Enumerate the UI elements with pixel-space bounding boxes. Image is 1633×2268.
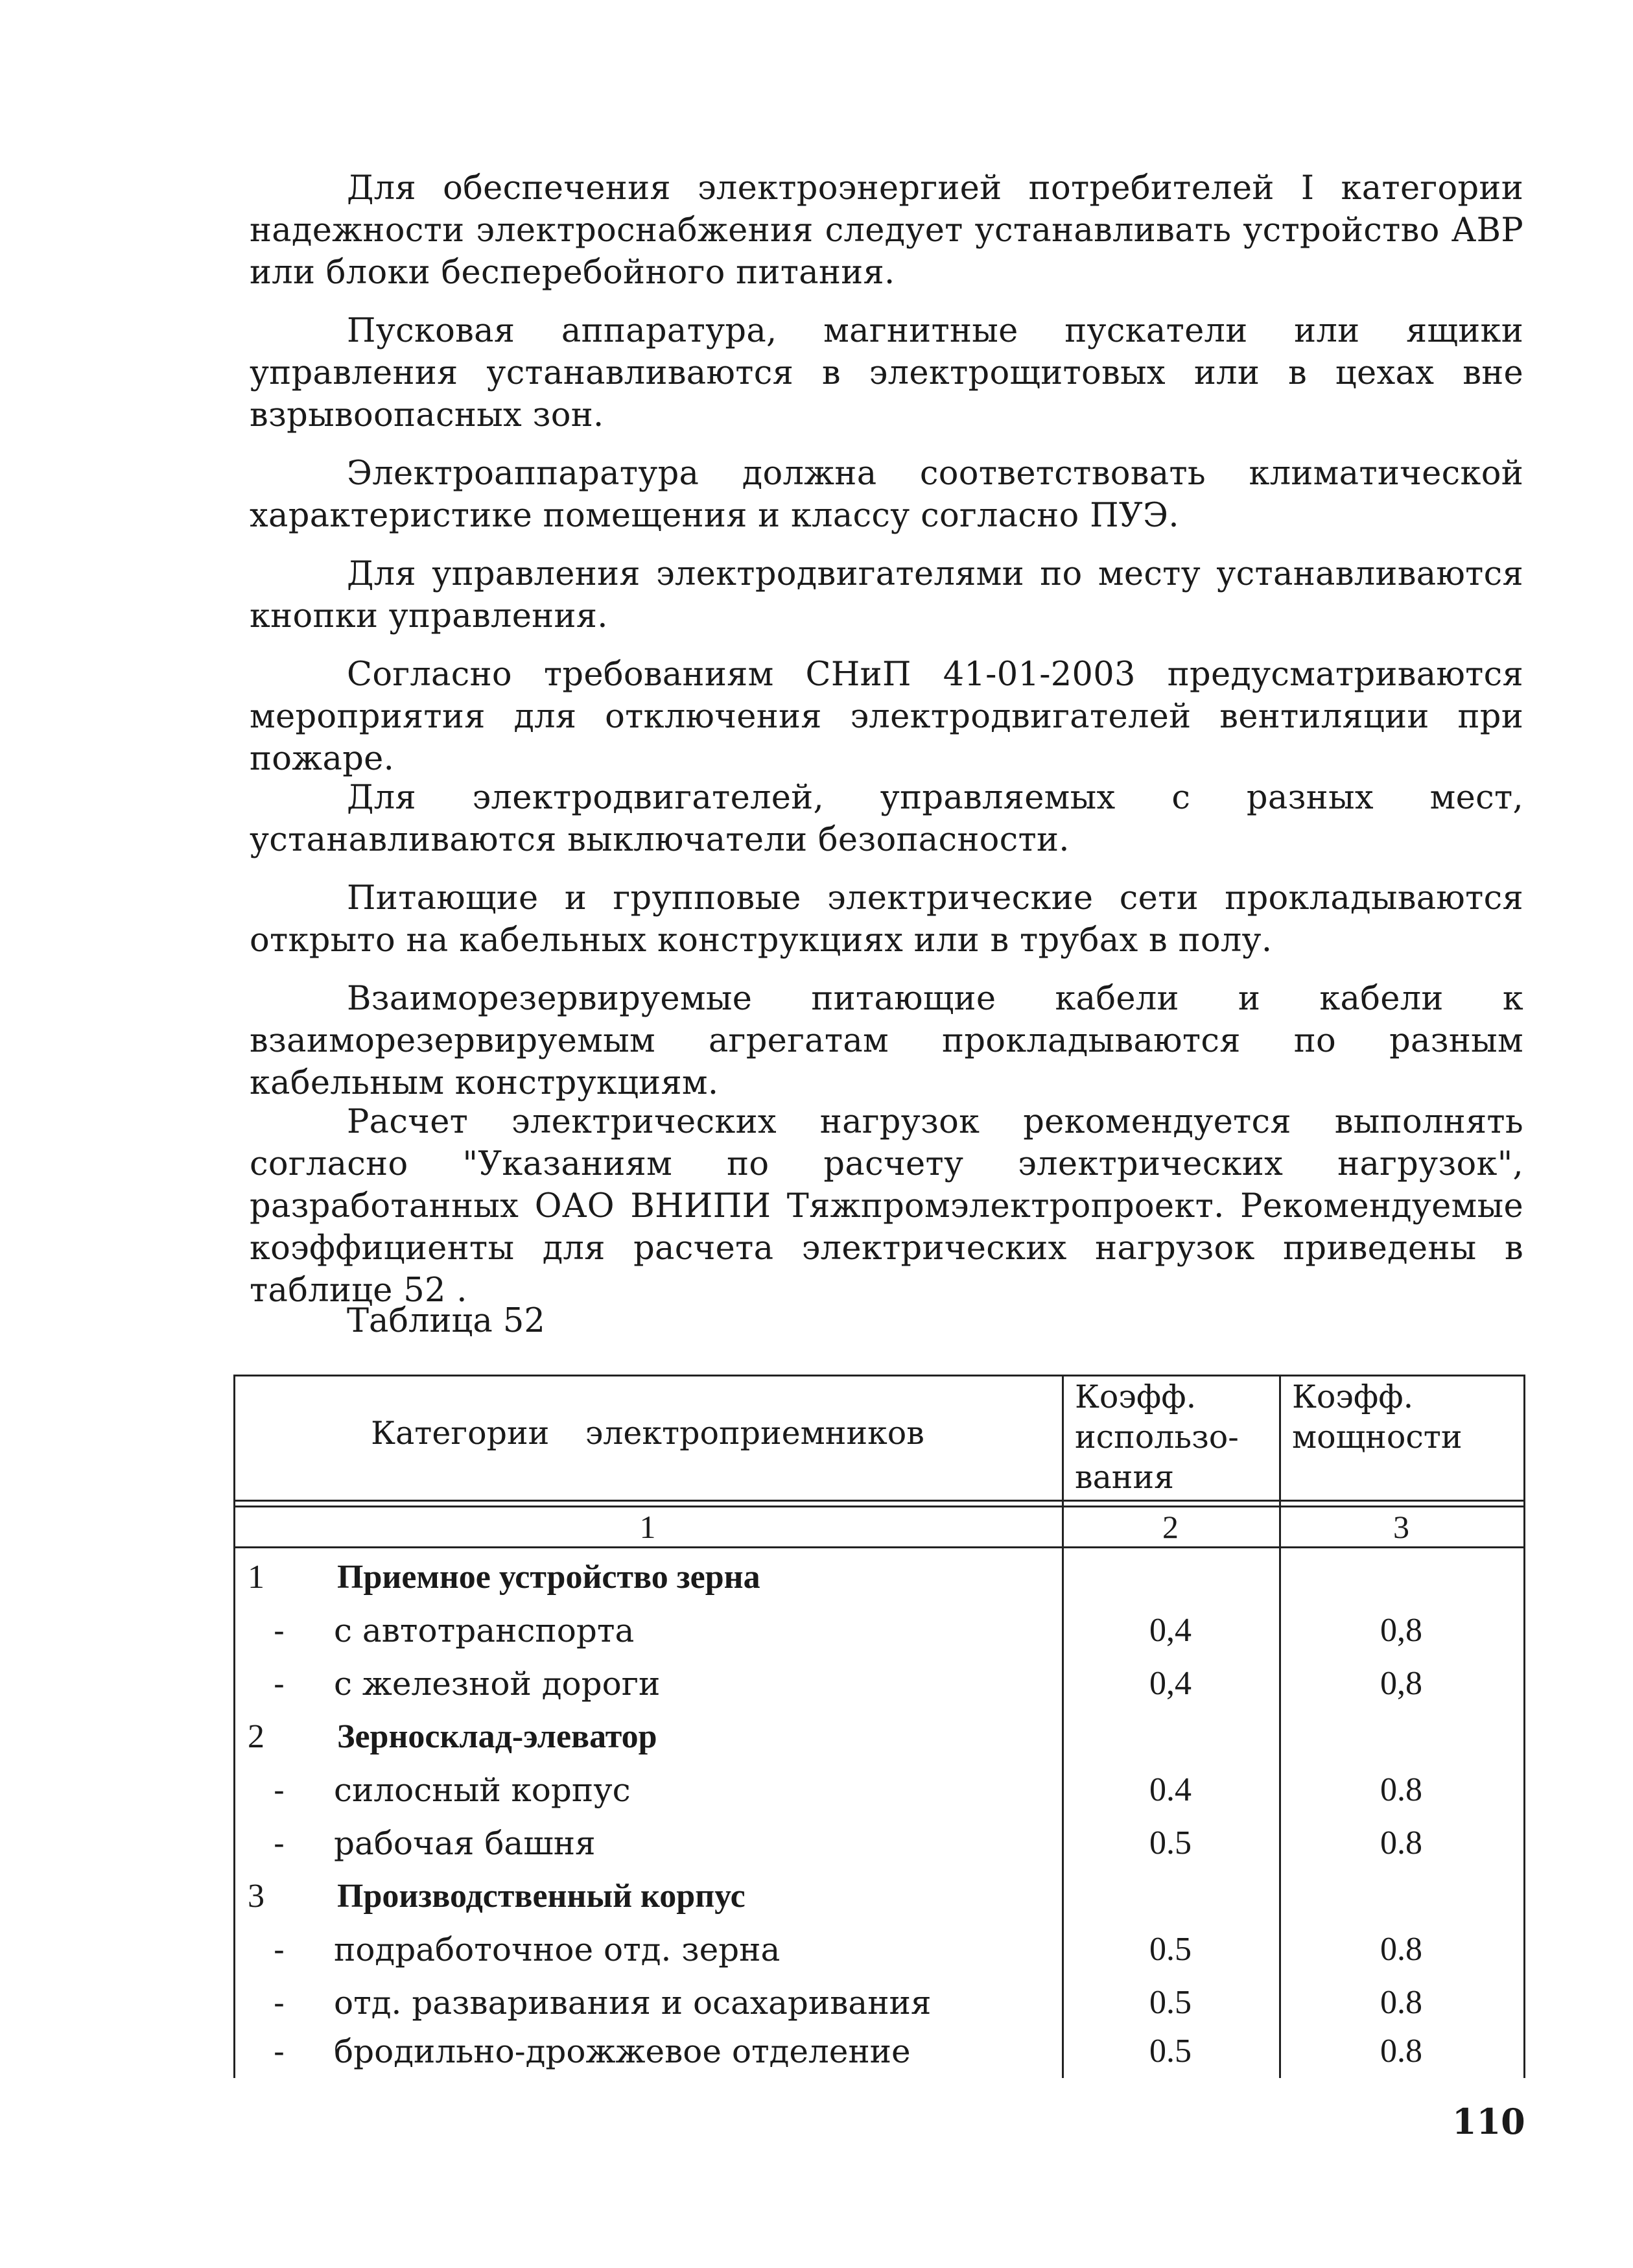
table-row xyxy=(233,1870,1523,1923)
table-top-border xyxy=(233,1375,1525,1376)
item-dash: - xyxy=(274,1931,285,1968)
column-number-2: 2 xyxy=(1162,1509,1179,1545)
item-label: с автотранспорта xyxy=(334,1612,635,1649)
group-title: Зерносклад-элеватор xyxy=(337,1718,657,1755)
coefficients-table xyxy=(233,1375,1523,2078)
item-label: отд. разваривания и осахаривания xyxy=(334,1984,932,2022)
table-row xyxy=(233,2025,1523,2078)
item-label: с железной дороги xyxy=(334,1665,661,1703)
item-label: бродильно-дрожжевое отделение xyxy=(334,2033,911,2070)
paragraph-4: Для управления электродвигателями по месту устанавливаются кнопки управления. xyxy=(250,555,1523,635)
group-number: 1 xyxy=(248,1559,264,1596)
item-label: силосный корпус xyxy=(334,1771,631,1809)
usage-coefficient-value: 0.5 xyxy=(1149,1984,1192,2021)
power-coefficient-value: 0.8 xyxy=(1380,1984,1422,2021)
usage-coefficient-value: 0,4 xyxy=(1149,1665,1192,1702)
page-number: 110 xyxy=(1452,2101,1525,2142)
power-coefficient-value: 0,8 xyxy=(1380,1665,1422,1702)
table-header-border xyxy=(233,1500,1525,1502)
item-dash: - xyxy=(274,1771,285,1809)
paragraph-2: Пусковая аппаратура, магнитные пускатели или ящики управления устанавливаются в электрощитовых или в цехах вне взрывоопасных зон. xyxy=(250,312,1523,434)
item-label: рабочая башня xyxy=(334,1825,596,1862)
header-power-coefficient: Коэфф. мощности xyxy=(1292,1378,1463,1456)
power-coefficient-value: 0.8 xyxy=(1380,2033,1422,2070)
usage-coefficient-value: 0,4 xyxy=(1149,1612,1192,1649)
power-coefficient-value: 0.8 xyxy=(1380,1825,1422,1861)
item-dash: - xyxy=(274,1612,285,1649)
column-number-1: 1 xyxy=(639,1509,656,1545)
paragraph-9: Расчет электрических нагрузок рекомендуется выполнять согласно "Указаниям по расчету электрических нагрузок", разработанных ОАО ВНИПИ Тяжпромэлектропроект. Рекомендуемые коэффициенты для расчета электрических нагрузок приведены в таблице 52 . xyxy=(250,1103,1523,1310)
item-dash: - xyxy=(274,1665,285,1703)
table-row xyxy=(233,1551,1523,1604)
table-colnum-border xyxy=(233,1546,1525,1548)
power-coefficient-value: 0,8 xyxy=(1380,1612,1422,1649)
group-title: Приемное устройство зерна xyxy=(337,1559,760,1596)
usage-coefficient-value: 0.5 xyxy=(1149,2033,1192,2070)
table-row xyxy=(233,1923,1523,1976)
table-row xyxy=(233,1657,1523,1710)
group-number: 3 xyxy=(248,1878,264,1915)
paragraph-7: Питающие и групповые электрические сети прокладываются открыто на кабельных конструкциях или в трубах в полу. xyxy=(250,879,1523,960)
usage-coefficient-value: 0.5 xyxy=(1149,1931,1192,1968)
usage-coefficient-value: 0.4 xyxy=(1149,1771,1192,1808)
table-caption: Таблица 52 xyxy=(347,1302,545,1340)
group-number: 2 xyxy=(248,1718,264,1755)
table-row xyxy=(233,1604,1523,1657)
table-row xyxy=(233,1764,1523,1817)
power-coefficient-value: 0.8 xyxy=(1380,1771,1422,1808)
item-dash: - xyxy=(274,2033,285,2070)
header-usage-coefficient: Коэфф. использо-вания xyxy=(1075,1378,1239,1496)
usage-coefficient-value: 0.5 xyxy=(1149,1825,1192,1861)
paragraph-6: Для электродвигателей, управляемых с разных мест, устанавливаются выключатели безопасности. xyxy=(250,779,1523,859)
item-dash: - xyxy=(274,1984,285,2022)
table-row xyxy=(233,1817,1523,1870)
paragraph-8: Взаиморезервируемые питающие кабели и кабели к взаиморезервируемым агрегатам прокладываются по разным кабельным конструкциям. xyxy=(250,980,1523,1102)
item-label: подработочное отд. зерна xyxy=(334,1931,781,1968)
paragraph-3: Электроаппаратура должна соответствовать климатической характеристике помещения и классу согласно ПУЭ. xyxy=(250,455,1523,535)
table-row xyxy=(233,1976,1523,2029)
paragraph-5: Согласно требованиям СНиП 41-01-2003 предусматриваются мероприятия для отключения электродвигателей вентиляции при пожаре. xyxy=(250,656,1523,778)
table-right-border xyxy=(1523,1375,1525,2078)
paragraph-1: Для обеспечения электроэнергией потребителей I категории надежности электроснабжения следует устанавливать устройство АВР или блоки бесперебойного питания. xyxy=(250,169,1523,292)
column-number-3: 3 xyxy=(1393,1509,1409,1545)
table-row xyxy=(233,1710,1523,1764)
item-dash: - xyxy=(274,1825,285,1862)
power-coefficient-value: 0.8 xyxy=(1380,1931,1422,1968)
group-title: Производственный корпус xyxy=(337,1878,746,1915)
header-categories: Категории электроприемников xyxy=(371,1415,924,1452)
